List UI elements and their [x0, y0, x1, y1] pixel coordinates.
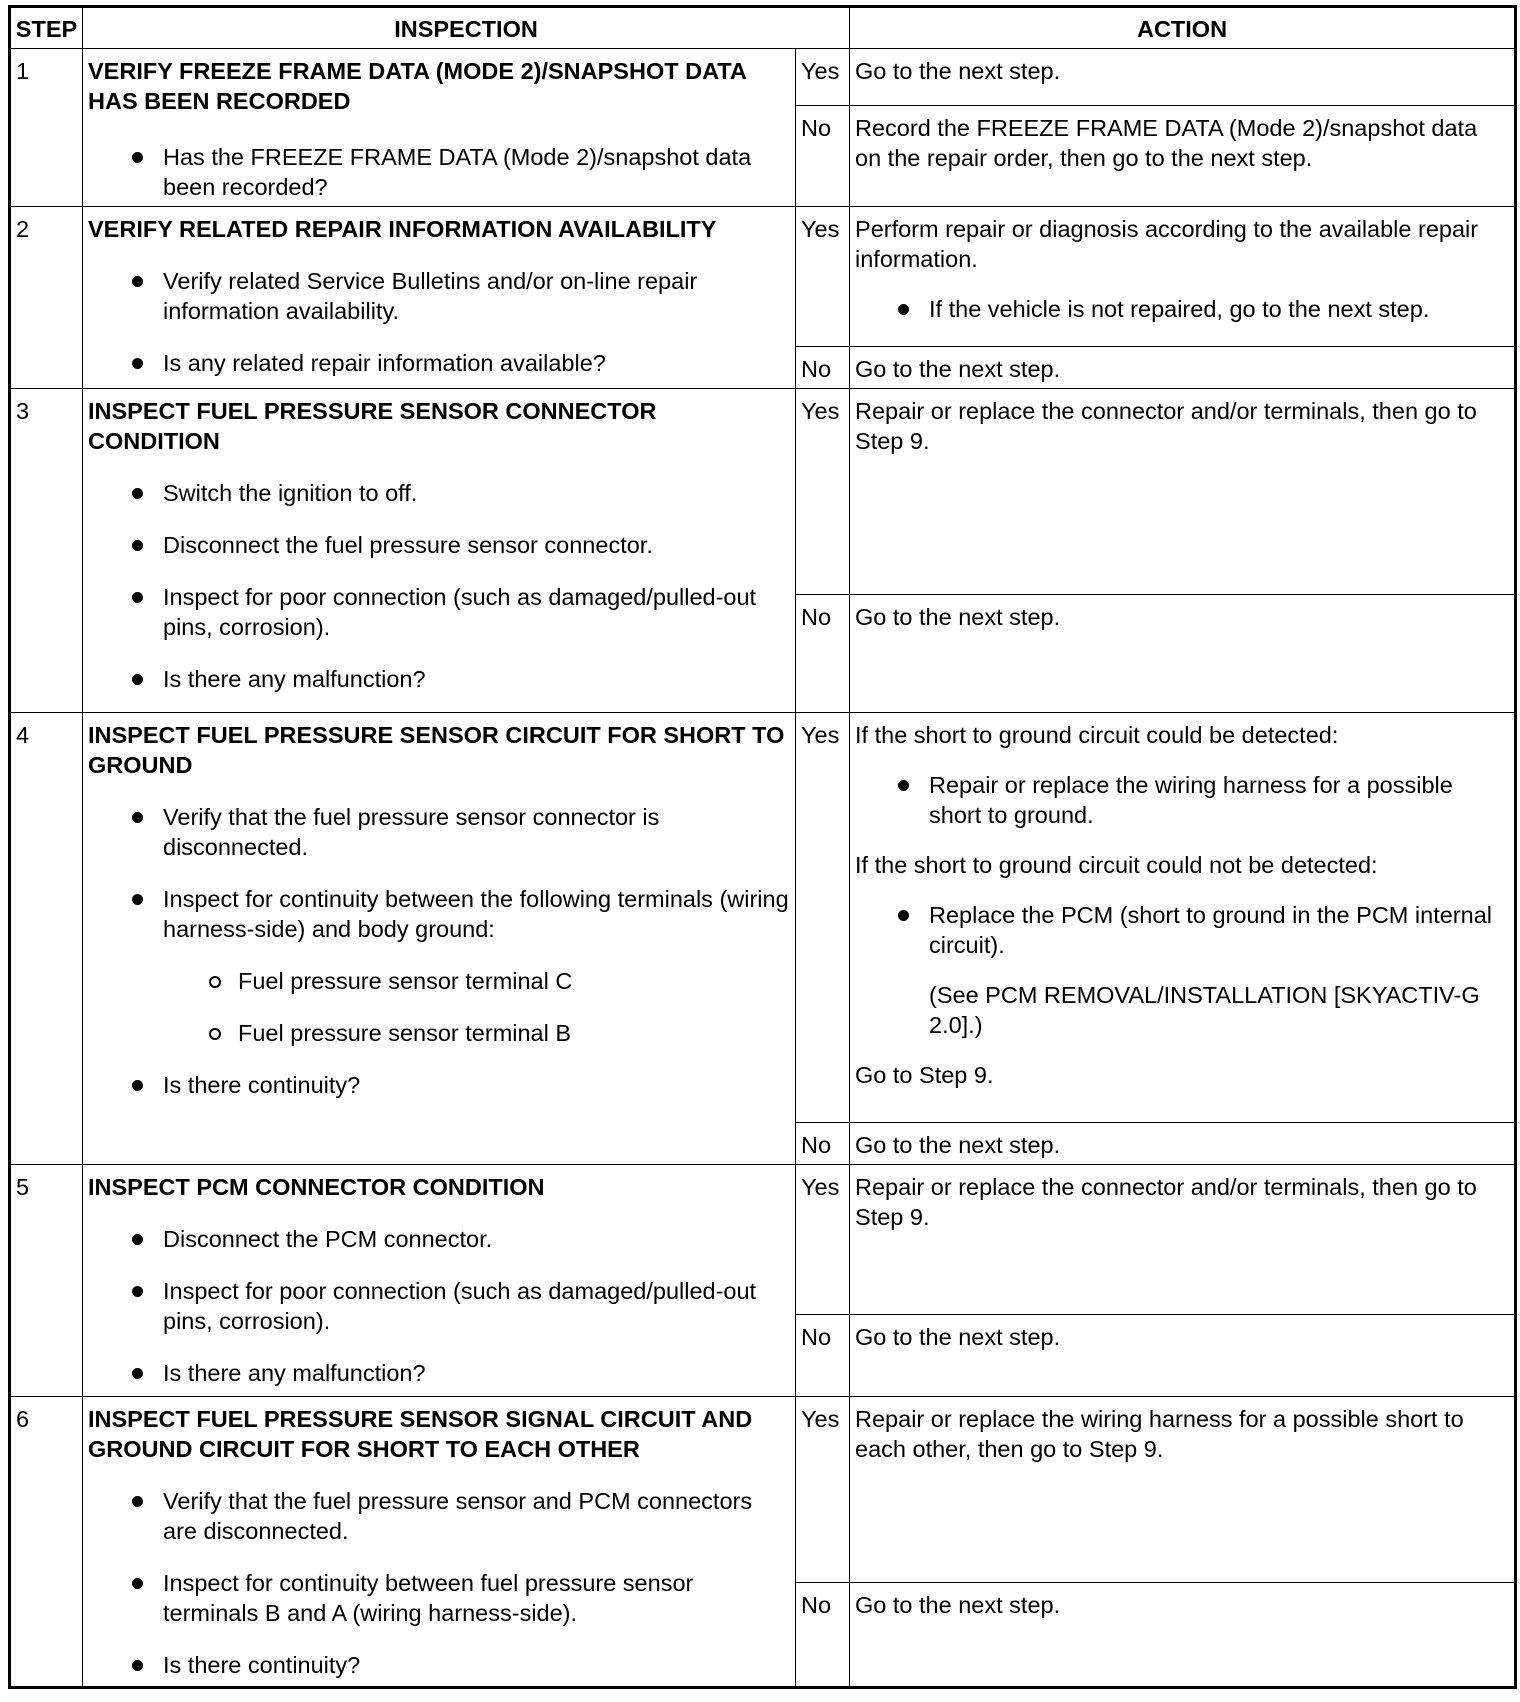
yes-action-bullet: If the vehicle is not repaired, go to the next step. — [855, 294, 1509, 324]
diagnostic-procedure-page — [8, 5, 1514, 1689]
inspection-bullet: Inspect for poor connection (such as damaged/pulled-out pins, corrosion). — [88, 1276, 790, 1336]
yes-action-text: Perform repair or diagnosis according to the available repair information. — [855, 216, 1479, 272]
yes-label: Yes — [796, 49, 850, 106]
inspection-bullet: Disconnect the PCM connector. — [88, 1224, 790, 1254]
inspection-bullet: Inspect for continuity between the following terminals (wiring harness-side) and body ground: — [88, 884, 790, 944]
step-number: 5 — [10, 1165, 83, 1397]
yes-label: Yes — [796, 713, 850, 1123]
inspection-bullet: Inspect for poor connection (such as damaged/pulled-out pins, corrosion). — [88, 582, 790, 642]
action-column-header: ACTION — [850, 7, 1516, 49]
inspection-bullet: Verify that the fuel pressure sensor connector is disconnected. — [88, 802, 790, 862]
no-action: Go to the next step. — [850, 595, 1516, 713]
inspection-bullet: Is there any malfunction? — [88, 1358, 790, 1388]
yes-action-text: If the short to ground circuit could not be detected: — [855, 852, 1378, 878]
step-number: 4 — [10, 713, 83, 1165]
table-row — [10, 207, 1516, 347]
inspection-title: VERIFY RELATED REPAIR INFORMATION AVAILABILITY — [88, 216, 717, 242]
inspection-bullet: Is there continuity? — [88, 1070, 790, 1100]
table-row — [10, 1397, 1516, 1583]
diagnostic-table — [8, 5, 1517, 1689]
inspection-bullet: Is there continuity? — [88, 1650, 790, 1680]
inspection-title: INSPECT PCM CONNECTOR CONDITION — [88, 1174, 545, 1200]
step-number: 1 — [10, 49, 83, 207]
yes-action: Repair or replace the connector and/or terminals, then go to Step 9. — [850, 1165, 1516, 1315]
inspection-cell — [83, 389, 796, 713]
no-action: Go to the next step. — [850, 1315, 1516, 1397]
yes-action: Repair or replace the connector and/or terminals, then go to Step 9. — [850, 389, 1516, 595]
yes-action: Repair or replace the wiring harness for a possible short to each other, then go to Step 9. — [850, 1397, 1516, 1583]
yes-action-text: If the short to ground circuit could be detected: — [855, 722, 1339, 748]
inspection-title: INSPECT FUEL PRESSURE SENSOR SIGNAL CIRCUIT AND GROUND CIRCUIT FOR SHORT TO EACH OTHER — [88, 1406, 753, 1462]
no-label: No — [796, 1123, 850, 1165]
yes-action — [850, 207, 1516, 347]
yes-action: Go to the next step. — [850, 49, 1516, 106]
inspection-title: VERIFY FREEZE FRAME DATA (MODE 2)/SNAPSHOT DATA HAS BEEN RECORDED — [88, 58, 747, 114]
inspection-column-header: INSPECTION — [83, 7, 850, 49]
inspection-cell — [83, 1397, 796, 1688]
no-action: Go to the next step. — [850, 347, 1516, 389]
table-row — [10, 713, 1516, 1123]
yes-action-reference: (See PCM REMOVAL/INSTALLATION [SKYACTIV-G 2.0].) — [929, 982, 1480, 1038]
yes-label: Yes — [796, 389, 850, 595]
no-action: Go to the next step. — [850, 1123, 1516, 1165]
no-label: No — [796, 106, 850, 207]
table-row — [10, 1165, 1516, 1315]
yes-label: Yes — [796, 1397, 850, 1583]
yes-label: Yes — [796, 207, 850, 347]
inspection-cell — [83, 713, 796, 1165]
inspection-bullet: Is there any malfunction? — [88, 664, 790, 694]
table-row — [10, 389, 1516, 595]
inspection-sub-bullet: Fuel pressure sensor terminal B — [88, 1018, 790, 1048]
table-row — [10, 49, 1516, 106]
yes-action-bullet: Repair or replace the wiring harness for a possible short to ground. — [855, 770, 1509, 830]
no-action: Go to the next step. — [850, 1583, 1516, 1688]
step-column-header: STEP — [10, 7, 83, 49]
inspection-bullet: Inspect for continuity between fuel pressure sensor terminals B and A (wiring harness-side). — [88, 1568, 790, 1628]
inspection-bullet: Disconnect the fuel pressure sensor connector. — [88, 530, 790, 560]
step-number: 3 — [10, 389, 83, 713]
inspection-bullet: Verify that the fuel pressure sensor and PCM connectors are disconnected. — [88, 1486, 790, 1546]
inspection-cell — [83, 49, 796, 207]
inspection-title: INSPECT FUEL PRESSURE SENSOR CIRCUIT FOR SHORT TO GROUND — [88, 722, 785, 778]
yes-action-bullet: Replace the PCM (short to ground in the PCM internal circuit). — [855, 900, 1509, 960]
inspection-bullet: Verify related Service Bulletins and/or on-line repair information availability. — [88, 266, 790, 326]
no-label: No — [796, 1583, 850, 1688]
inspection-sub-bullet: Fuel pressure sensor terminal C — [88, 966, 790, 996]
step-number: 2 — [10, 207, 83, 389]
no-label: No — [796, 1315, 850, 1397]
inspection-bullet: Has the FREEZE FRAME DATA (Mode 2)/snapshot data been recorded? — [88, 142, 790, 202]
step-number: 6 — [10, 1397, 83, 1688]
inspection-cell — [83, 1165, 796, 1397]
yes-action-text: Go to Step 9. — [855, 1062, 994, 1088]
no-label: No — [796, 595, 850, 713]
yes-action — [850, 713, 1516, 1123]
no-label: No — [796, 347, 850, 389]
inspection-title: INSPECT FUEL PRESSURE SENSOR CONNECTOR CONDITION — [88, 398, 657, 454]
inspection-bullet: Switch the ignition to off. — [88, 478, 790, 508]
inspection-cell — [83, 207, 796, 389]
yes-label: Yes — [796, 1165, 850, 1315]
table-header-row — [10, 7, 1516, 49]
no-action: Record the FREEZE FRAME DATA (Mode 2)/snapshot data on the repair order, then go to the next step. — [850, 106, 1516, 207]
inspection-bullet: Is any related repair information available? — [88, 348, 790, 378]
